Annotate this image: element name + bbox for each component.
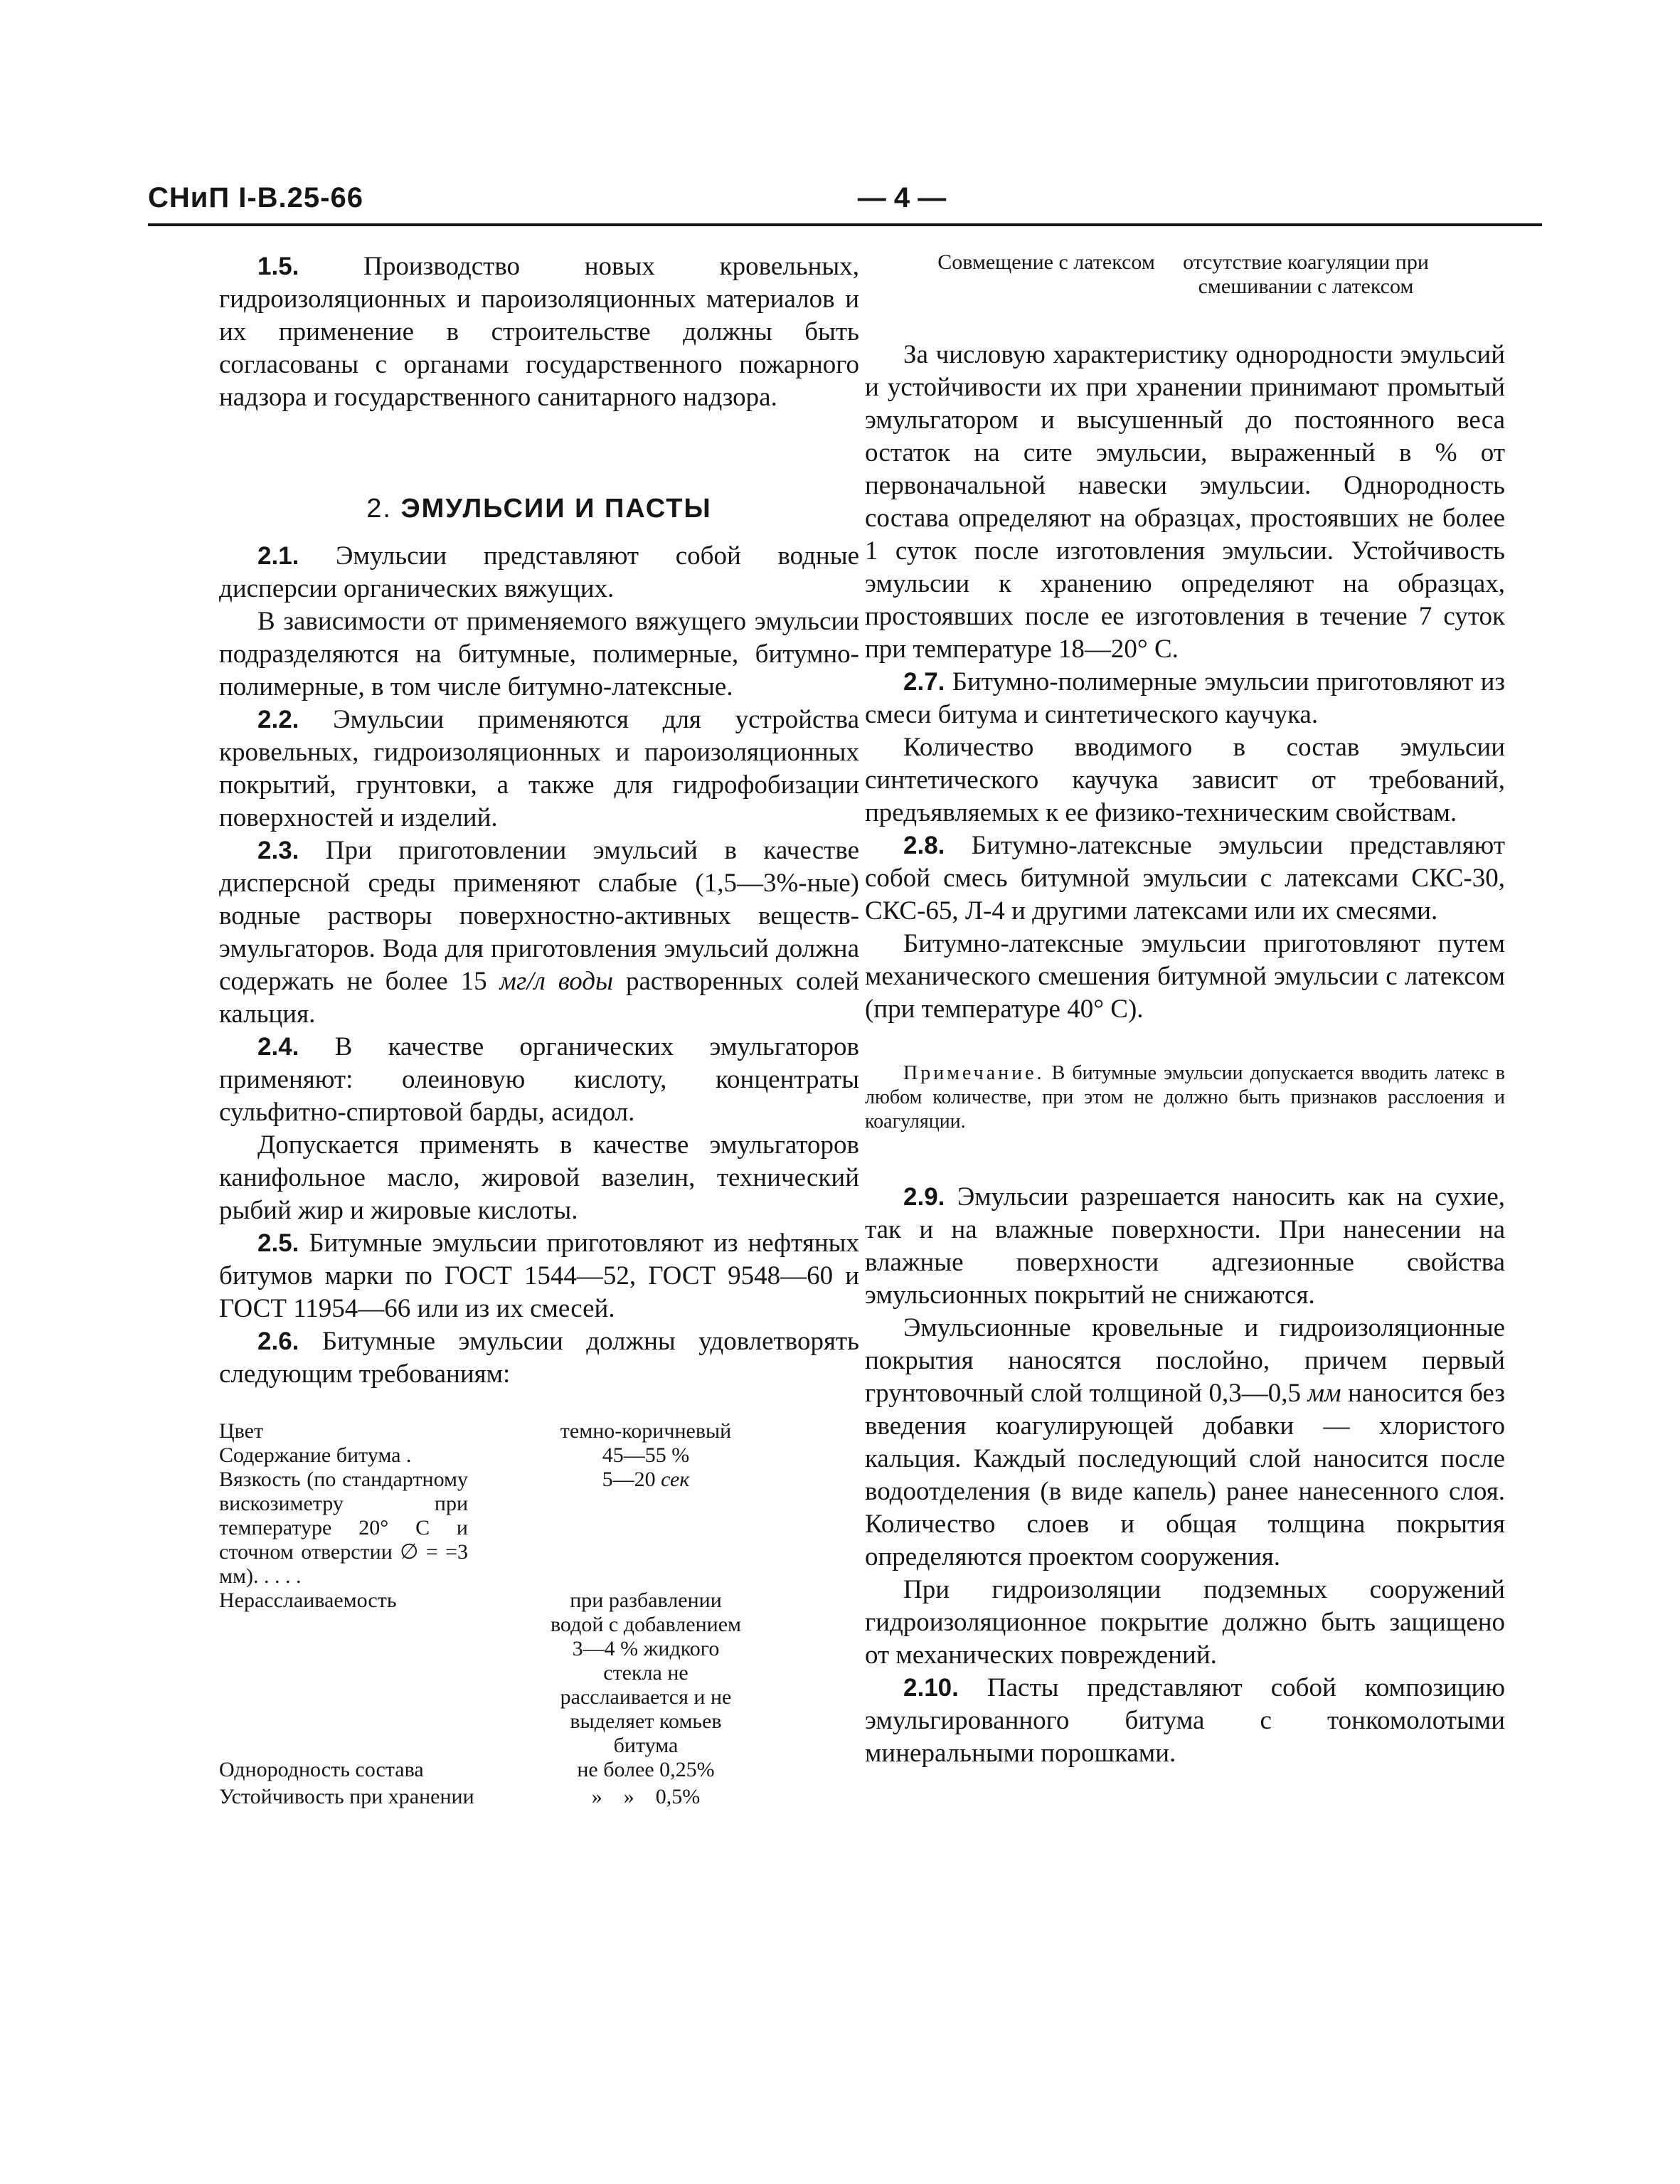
paragraph-text: Пасты представляют собой композицию эмульгированного битума с тонкомолотыми минеральными порошками. — [865, 1673, 1505, 1768]
requirement-value: при разбавлении водой с добавлением 3—4 % жидкого стекла не расслаивается и не выделяет комьев битума — [550, 1589, 742, 1757]
paragraph-text: Производство новых кровельных, гидроизоляционных и пароизоляционных материалов и их применение в строительстве должны быть согласованы с органами государственного пожарного надзора и государственного санитарного надзора. — [219, 252, 859, 412]
requirements-table — [219, 1419, 859, 1809]
table-row-latex — [865, 250, 1505, 299]
requirement-name: Цвет — [219, 1419, 264, 1443]
paragraph-text: Битумные эмульсии должны удовлетворять следующим требованиям: — [219, 1327, 860, 1389]
paragraph-2-7 — [865, 666, 1505, 731]
section-title-text: ЭМУЛЬСИИ И ПАСТЫ — [400, 494, 712, 524]
paragraph-2-8 — [865, 829, 1505, 928]
table-row — [219, 1443, 859, 1468]
note-text: В битумные эмульсии допускается вводить латекс в любом количестве, при этом не должно быть признаков расслоения и коагуляции. — [865, 1062, 1505, 1133]
paragraph-uniformity: За числовую характеристику однородности эмульсий и устойчивости их при хранении принимают промытый эмульгатором и высушенный до постоянного веса остаток на сите эмульсии, выраженный в % от первоначальной навески эмульсии. Однородность состава определяют на образцах, простоявших не более 1 суток после изготовления эмульсии. Устойчивость эмульсии к хранению определяют на образцах, простоявших после ее изготовления в течение 7 суток при температуре 18—20° С. — [865, 340, 1505, 664]
clause-number: 2.5. — [257, 1229, 299, 1257]
paragraph-text: Эмульсии разрешается наносить как на сухие, так и на влажные поверхности. При нанесении на влажные поверхности адгезионные свойства эмульсионных покрытий не снижаются. — [865, 1182, 1505, 1310]
requirement-value: отсутствие коагуляции при смешивании с латексом — [1183, 250, 1429, 298]
paragraph-2-6 — [219, 1325, 859, 1391]
requirement-value: » » 0,5% — [591, 1785, 701, 1808]
paragraph-2-9 — [865, 1181, 1505, 1312]
clause-number: 2.3. — [257, 837, 299, 864]
clause-number: 2.10. — [903, 1674, 959, 1702]
clause-number: 2.2. — [257, 706, 299, 733]
requirement-value: 45—55 % — [602, 1443, 690, 1467]
clause-number: 2.9. — [903, 1183, 945, 1211]
clause-number: 2.6. — [257, 1327, 299, 1355]
left-column — [219, 250, 859, 1809]
paragraph-text: наносится без введения коагулирующей добавки — хлористого кальция. Каждый последующий слой наносится после водоотделения (в виде капель) ранее нанесенного слоя. Количество слоев и общая толщина покрытия определяются проектом сооружения. — [865, 1379, 1506, 1571]
requirement-name: Однородность состава — [219, 1758, 424, 1781]
paragraph-text: растворенных солей кальция. — [219, 967, 860, 1029]
clause-number: 2.1. — [257, 542, 299, 570]
paragraph-2-8b: Битумно-латексные эмульсии приготовляют путем механического смешения битумной эмульсии с латексом (при температуре 40° С). — [865, 929, 1505, 1024]
requirement-value: темно-коричневый — [560, 1419, 732, 1443]
note-label: Примечание. — [903, 1062, 1045, 1084]
header-rule — [148, 223, 1542, 226]
paragraph-2-4 — [219, 1031, 859, 1129]
requirement-name: Совмещение с латексом — [937, 250, 1155, 274]
paragraph-text: Эмульсии представляют собой водные дисперсии органических вяжущих. — [219, 541, 860, 603]
paragraph-2-10 — [865, 1672, 1505, 1770]
clause-number: 2.4. — [257, 1033, 299, 1061]
table-row — [219, 1468, 859, 1589]
document-code: СНиП I-В.25-66 — [148, 182, 363, 213]
paragraph-2-3 — [219, 834, 859, 1031]
table-row — [219, 1589, 859, 1758]
paragraph-text: Эмульсии применяются для устройства кровельных, гидроизоляционных и пароизоляционных покрытий, грунтовки, а также для гидрофобизации поверхностей и изделий. — [219, 705, 860, 832]
paragraph-2-5 — [219, 1227, 859, 1325]
paragraph-2-9b — [865, 1312, 1505, 1574]
table-row — [219, 1758, 859, 1782]
paragraph-2-2 — [219, 704, 859, 834]
page-number: — 4 — — [857, 182, 947, 213]
value-unit: сек — [661, 1468, 690, 1491]
paragraph-text: Битумные эмульсии приготовляют из нефтяных битумов марки по ГОСТ 1544—52, ГОСТ 9548—60 и ГОСТ 11954—66 или из их смесей. — [219, 1229, 859, 1323]
paragraph-text: В качестве органических эмульгаторов применяют: олеиновую кислоту, концентраты сульфитно-спиртовой барды, асидол. — [219, 1032, 859, 1127]
value-number: 5—20 — [602, 1468, 656, 1491]
paragraph-2-1 — [219, 540, 859, 605]
section-number: 2. — [366, 494, 392, 524]
requirement-name: Нерасслаиваемость — [219, 1589, 397, 1612]
page-header — [148, 182, 1542, 229]
paragraph-2-1b: В зависимости от применяемого вяжущего эмульсии подразделяются на битумные, полимерные, битумно-полимерные, в том числе битумно-латексные. — [219, 607, 859, 701]
paragraph-text: Битумно-полимерные эмульсии приготовляют из смеси битума и синтетического каучука. — [865, 667, 1505, 729]
requirement-name: Вязкость (по стандартному вискозиметру при температуре 20° С и сточном отверстии ∅ = =3 мм). . . . . — [219, 1468, 468, 1588]
requirement-value: не более 0,25% — [577, 1758, 715, 1781]
note — [865, 1061, 1505, 1134]
requirement-name: Устойчивость при хранении — [219, 1785, 474, 1808]
requirement-name: Содержание битума . — [219, 1443, 412, 1467]
clause-number: 1.5. — [257, 253, 299, 280]
paragraph-2-4b: Допускается применять в качестве эмульгаторов канифольное масло, жировой вазелин, технический рыбий жир и жировые кислоты. — [219, 1130, 859, 1225]
paragraph-text: Эмульсионные кровельные и гидроизоляционные покрытия наносятся послойно, причем первый грунтовочный слой толщиной 0,3—0,5 — [865, 1313, 1505, 1408]
paragraph-1-5 — [219, 250, 859, 414]
right-column — [865, 250, 1505, 1770]
unit-text: мм — [1307, 1379, 1341, 1408]
paragraph-text: Битумно-латексные эмульсии представляют собой смесь битумной эмульсии с латексами СКС-30, СКС-65, Л-4 и другими латексами или их смесями. — [865, 831, 1505, 926]
requirement-value — [496, 1468, 795, 1589]
paragraph-2-9c: При гидроизоляции подземных сооружений гидроизоляционное покрытие должно быть защищено от механических повреждений. — [865, 1575, 1505, 1670]
paragraph-text: При приготовлении эмульсий в качестве дисперсной среды применяют слабые (1,5—3%-ные) водные растворы поверхностно-активных веществ-эмульгаторов. Вода для приготовления эмульсий должна содержать не более 15 — [219, 836, 860, 996]
clause-number: 2.7. — [903, 668, 945, 696]
paragraph-2-7b: Количество вводимого в состав эмульсии синтетического каучука зависит от требований, предъявляемых к ее физико-техническим свойствам. — [865, 733, 1505, 827]
table-row — [219, 1419, 859, 1443]
table-row — [219, 1785, 859, 1809]
section-title — [219, 494, 859, 524]
unit-text: мг/л воды — [499, 967, 614, 996]
clause-number: 2.8. — [903, 832, 945, 859]
